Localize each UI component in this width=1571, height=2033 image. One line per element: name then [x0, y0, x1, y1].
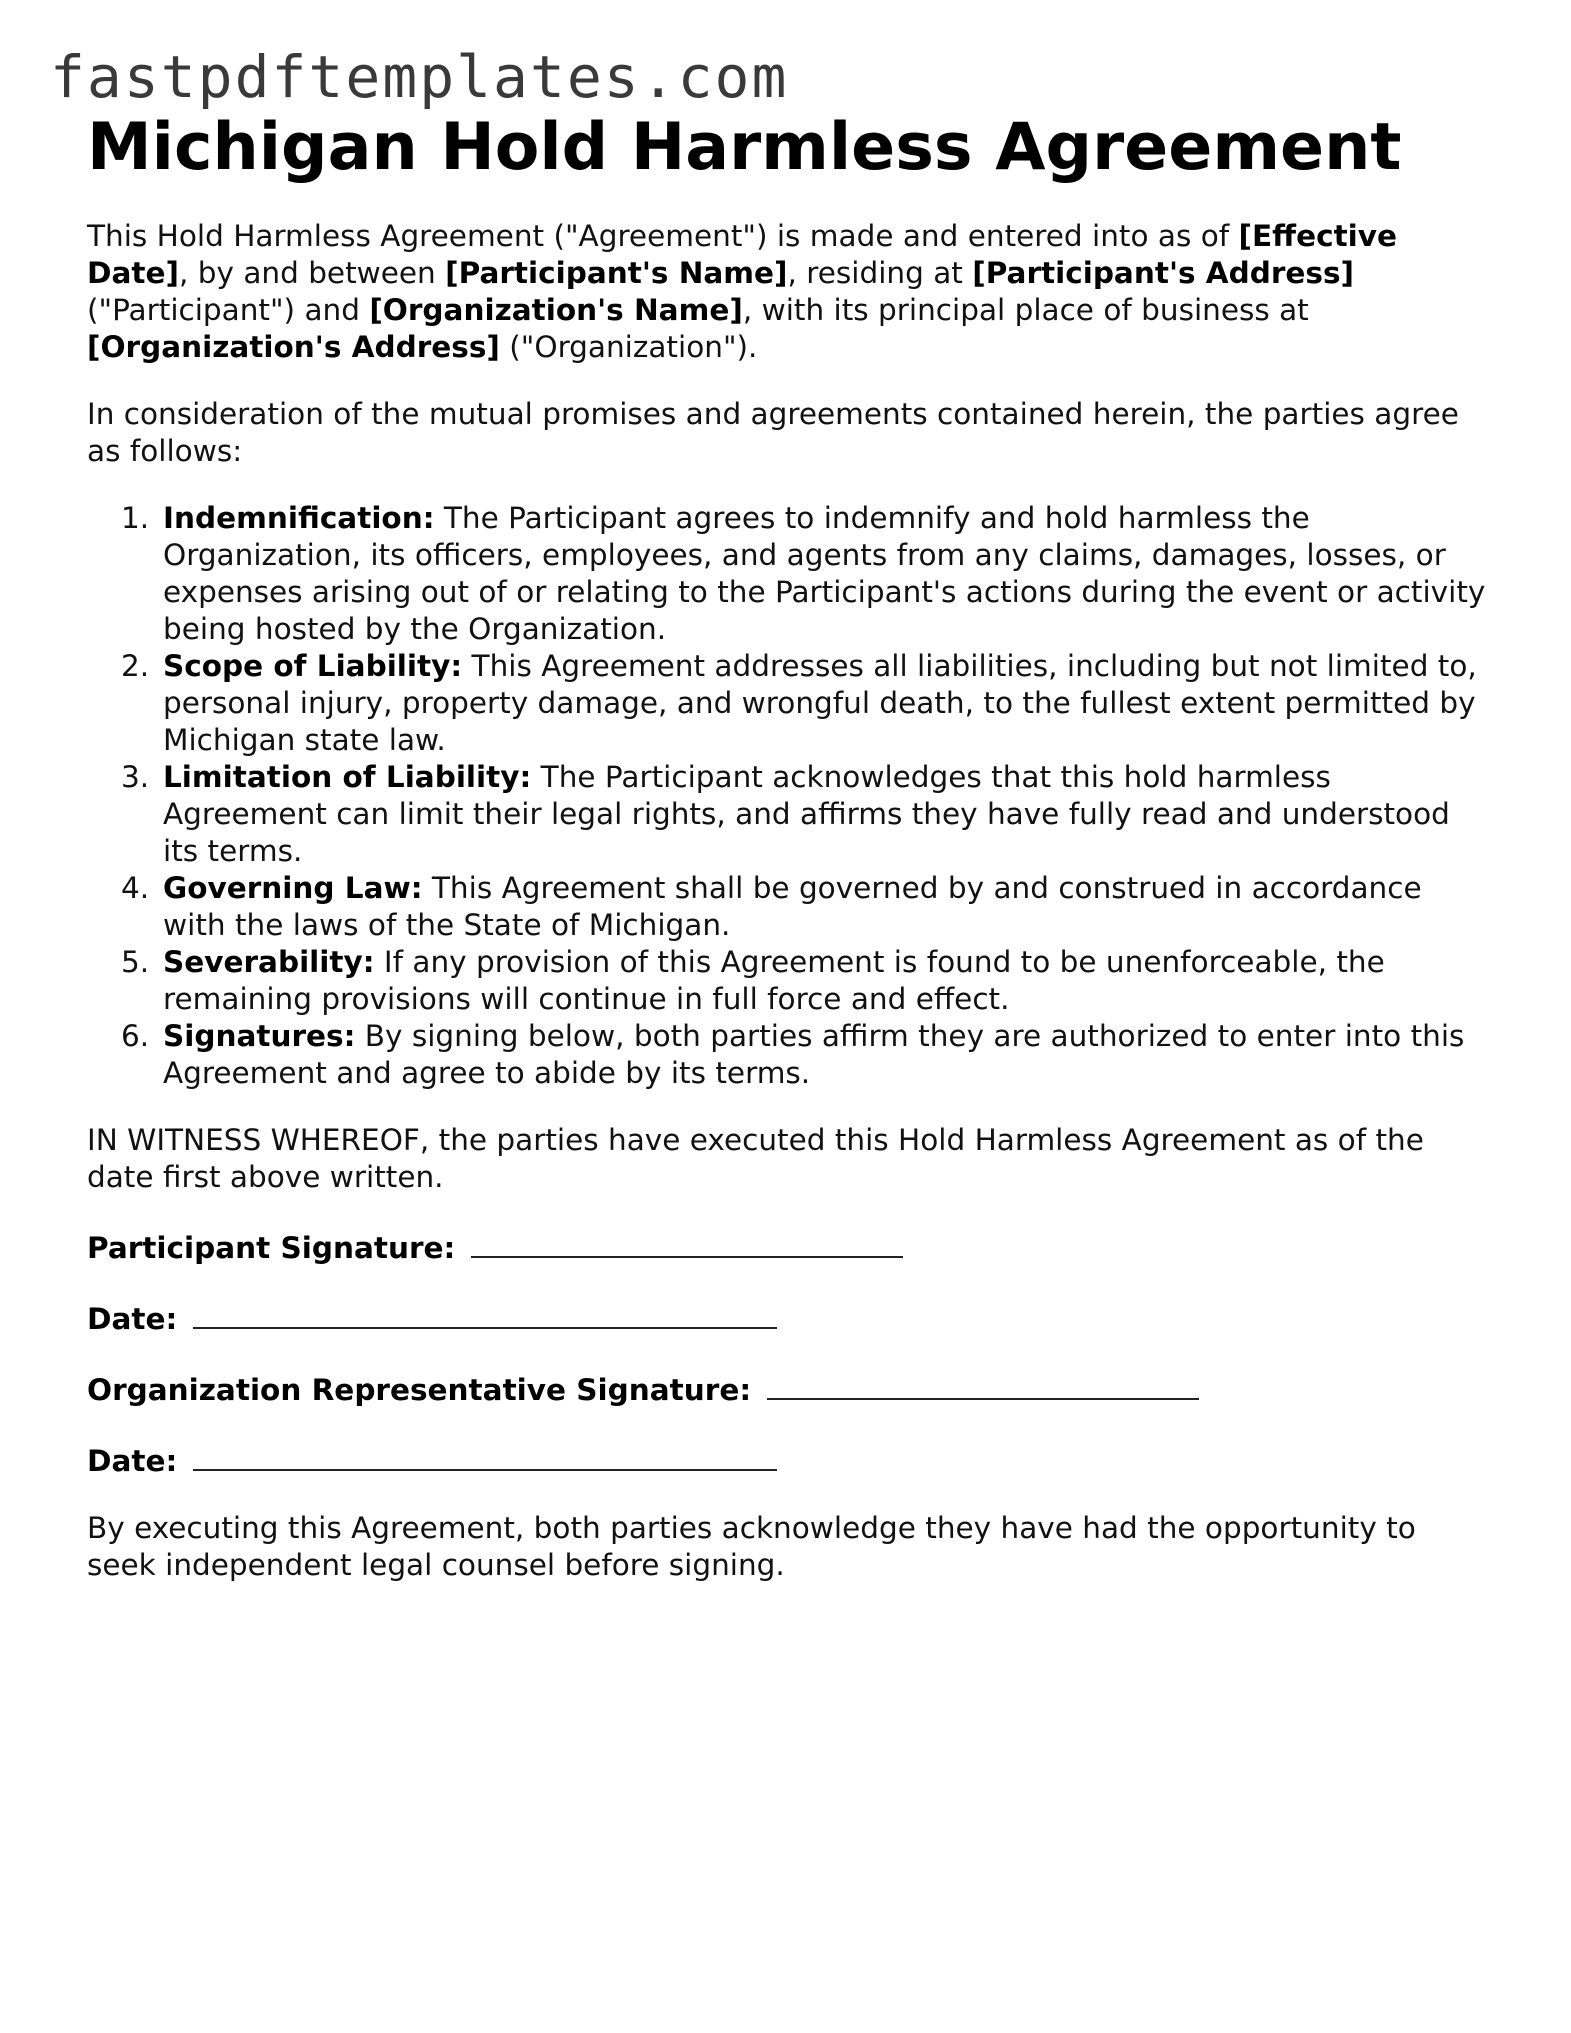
organization-name-placeholder: [Organization's Name] [369, 293, 743, 327]
participant-signature-row [87, 1226, 1487, 1267]
term-text: The Participant agrees to indemnify and hold harmless the Organization, its officers, employees, and agents from any claims, damages, losses, or expenses arising out of or relating to the Participant's actions during the event or activity being hosted by the Organization. [163, 501, 1486, 646]
participant-address-placeholder: [Participant's Address] [972, 256, 1355, 290]
participant-date-label: Date: [87, 1302, 178, 1336]
intro-text-6: ("Organization"). [499, 330, 758, 364]
term-item [121, 870, 1487, 944]
term-heading: Scope of Liability: [163, 649, 463, 683]
organization-date-label: Date: [87, 1444, 178, 1478]
term-text: If any provision of this Agreement is found to be unenforceable, the remaining provisions will continue in full force and effect. [163, 945, 1385, 1016]
term-heading: Severability: [163, 945, 375, 979]
term-item [121, 648, 1487, 759]
term-item [121, 759, 1487, 870]
effective-date-placeholder: [Effective Date] [87, 219, 1398, 290]
term-text: This Agreement shall be governed by and construed in accordance with the laws of the State of Michigan. [163, 871, 1422, 942]
participant-date-row [87, 1297, 1487, 1338]
intro-text-1: This Hold Harmless Agreement ("Agreement") is made and entered into as of [87, 219, 1239, 253]
witness-paragraph: IN WITNESS WHEREOF, the parties have executed this Hold Harmless Agreement as of the date first above written. [87, 1123, 1424, 1194]
participant-date-field[interactable] [193, 1297, 777, 1329]
intro-paragraph [87, 218, 1487, 366]
organization-signature-row [87, 1368, 1487, 1409]
organization-signature-label: Organization Representative Signature: [87, 1373, 752, 1407]
term-heading: Indemnification: [163, 501, 435, 535]
organization-signature-field[interactable] [767, 1368, 1199, 1400]
organization-date-row [87, 1439, 1487, 1480]
watermark: fastpdftemplates.com [50, 43, 789, 111]
term-number: 4. [121, 871, 150, 905]
term-heading: Limitation of Liability: [163, 760, 532, 794]
term-number: 5. [121, 945, 150, 979]
intro-text-3: , residing at [787, 256, 973, 290]
term-text: The Participant acknowledges that this hold harmless Agreement can limit their legal rights, and affirms they have fully read and understood its terms. [163, 760, 1450, 868]
organization-date-field[interactable] [193, 1439, 777, 1471]
organization-address-placeholder: [Organization's Address] [87, 330, 500, 364]
term-item [121, 944, 1487, 1018]
closing-paragraph: By executing this Agreement, both parties acknowledge they have had the opportunity to seek independent legal counsel before signing. [87, 1511, 1416, 1582]
participant-signature-field[interactable] [471, 1226, 903, 1258]
intro-text-5: , with its principal place of business at [742, 293, 1309, 327]
intro-text-4: ("Participant") and [87, 293, 370, 327]
intro-text-2: , by and between [179, 256, 446, 290]
term-heading: Signatures: [163, 1019, 356, 1053]
term-text: This Agreement addresses all liabilities, including but not limited to, personal injury, property damage, and wrongful death, to the fullest extent permitted by Michigan state law. [163, 649, 1477, 757]
terms-list [87, 500, 1487, 1092]
term-number: 1. [121, 501, 150, 535]
term-heading: Governing Law: [163, 871, 423, 905]
term-number: 6. [121, 1019, 150, 1053]
consideration-paragraph: In consideration of the mutual promises and agreements contained herein, the parties agree as follows: [87, 397, 1459, 468]
term-item [121, 500, 1487, 648]
participant-signature-label: Participant Signature: [87, 1231, 456, 1265]
document [87, 108, 1487, 1584]
participant-name-placeholder: [Participant's Name] [445, 256, 788, 290]
term-number: 3. [121, 760, 150, 794]
document-title: Michigan Hold Harmless Agreement [87, 110, 1402, 185]
term-item [121, 1018, 1487, 1092]
term-number: 2. [121, 649, 150, 683]
term-text: By signing below, both parties affirm they are authorized to enter into this Agreement and agree to abide by its terms. [163, 1019, 1465, 1090]
